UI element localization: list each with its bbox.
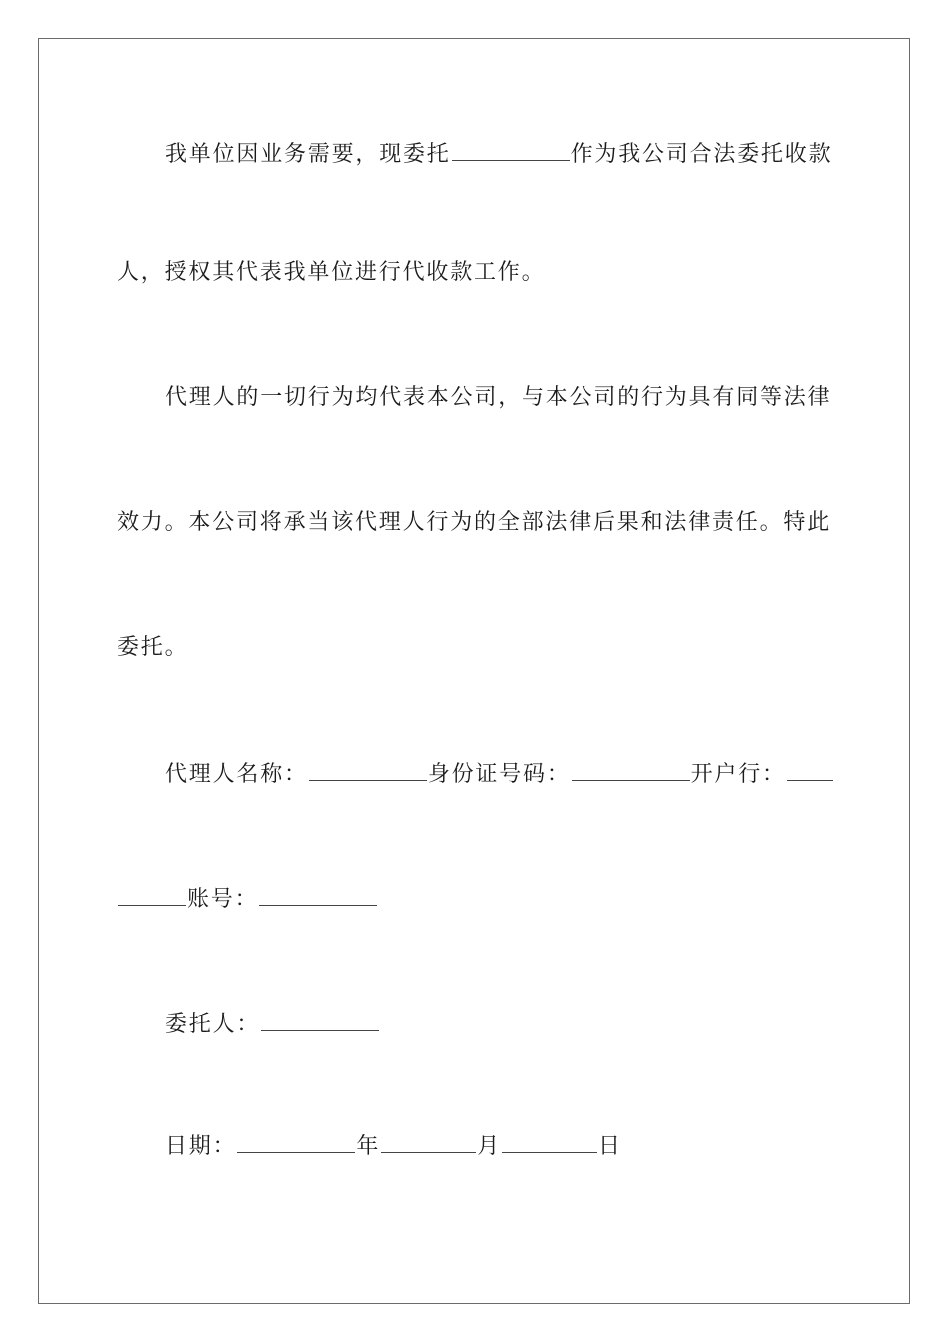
month-blank: [381, 1130, 476, 1153]
page-border: [38, 38, 910, 1304]
para1-text-a: 我单位因业务需要，现委托: [165, 142, 451, 167]
para2-line1: [165, 383, 885, 413]
para1-line1: [165, 138, 885, 170]
id-number-blank: [572, 758, 690, 781]
year-blank: [237, 1130, 355, 1153]
principal-blank: [261, 1008, 379, 1031]
date-label: 日期：: [165, 1134, 237, 1159]
bank-blank-part2: [118, 883, 186, 906]
para2-line3: [117, 633, 837, 663]
month-label: 月: [477, 1134, 502, 1159]
para1-text-b: 作为我公司合法委托收款: [570, 142, 833, 167]
bank-blank-part1: [787, 758, 833, 781]
para2-text-c: 委托。: [117, 635, 189, 660]
agent-fields-line1: [165, 758, 837, 790]
day-blank: [502, 1130, 597, 1153]
principal-line: [165, 1008, 885, 1040]
bank-label: 开户行：: [690, 762, 786, 787]
date-line: [165, 1130, 885, 1162]
id-number-label: 身份证号码：: [427, 762, 571, 787]
para1-line2: [117, 258, 837, 288]
agent-name-blank: [309, 758, 427, 781]
para2-line2: [117, 508, 837, 538]
entrusted-person-blank: [452, 138, 570, 161]
para2-text-b: 效力。本公司将承当该代理人行为的全部法律后果和法律责任。特此: [117, 510, 832, 535]
para1-text-c: 人，授权其代表我单位进行代收款工作。: [117, 260, 546, 285]
agent-fields-line2: [117, 883, 837, 915]
account-blank: [259, 883, 377, 906]
principal-label: 委托人：: [165, 1012, 261, 1037]
day-label: 日: [598, 1134, 622, 1159]
account-label: 账号：: [187, 887, 259, 912]
agent-name-label: 代理人名称：: [165, 762, 308, 787]
para2-text-a: 代理人的一切行为均代表本公司，与本公司的行为具有同等法律: [165, 385, 832, 410]
year-label: 年: [356, 1134, 381, 1159]
